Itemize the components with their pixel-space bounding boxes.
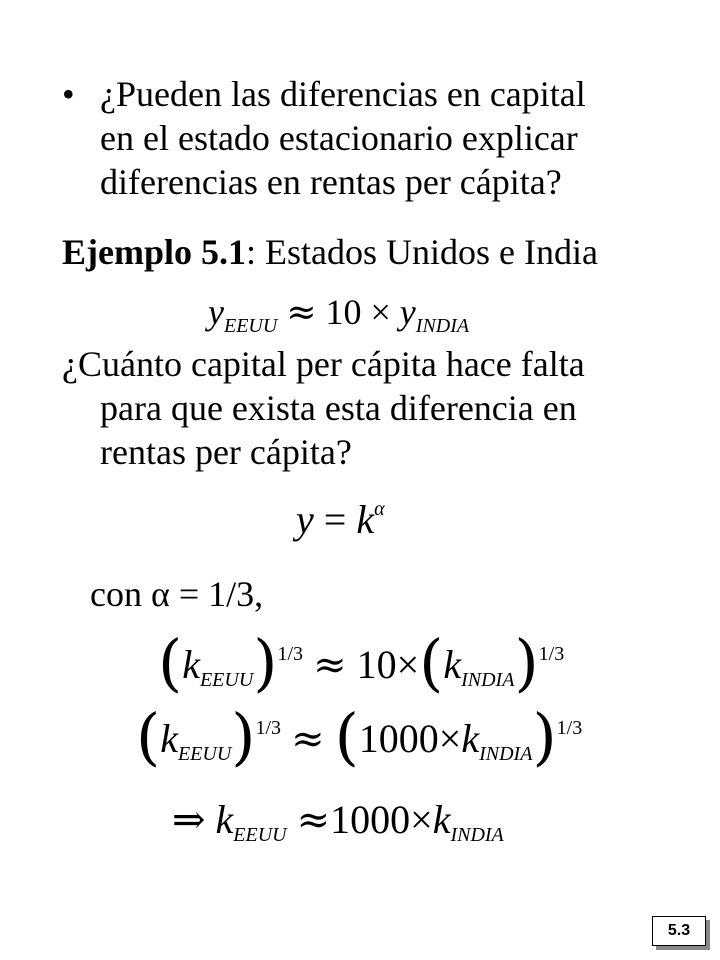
- equation-capital-conclusion: [172, 796, 504, 847]
- eq1-y-var-2: y: [399, 292, 416, 332]
- eq3-k2: k: [443, 642, 462, 687]
- eq4-approx: ≈: [291, 716, 325, 762]
- alpha-condition: [90, 572, 263, 616]
- eq1-approx: ≈: [286, 292, 317, 333]
- eq4-times: ×: [438, 716, 462, 761]
- eq4-exp1: 1/3: [255, 717, 282, 739]
- condition-alpha: α: [150, 574, 170, 614]
- eq5-approx: ≈: [296, 797, 331, 843]
- eq5-sub-eeuu: EEUU: [233, 824, 287, 846]
- eq1-sub-eeuu: EEUU: [223, 315, 278, 337]
- eq3-approx: ≈: [313, 642, 347, 688]
- question-line-1: ¿Cuánto capital per cápita hace falta: [62, 344, 585, 384]
- eq2-equals: =: [323, 497, 347, 542]
- eq5-sub-india: INDIA: [450, 824, 504, 846]
- eq5-factor: 1000: [330, 797, 411, 842]
- eq1-sub-india: INDIA: [415, 315, 470, 337]
- eq5-times: ×: [410, 797, 433, 842]
- eq3-exp2: 1/3: [538, 643, 565, 665]
- eq4-exp2: 1/3: [556, 717, 583, 739]
- equation-income-ratio: [208, 290, 469, 348]
- example-label: Ejemplo 5.1: [62, 232, 246, 272]
- example-heading: [62, 230, 598, 274]
- eq3-sub-eeuu: EEUU: [199, 669, 254, 691]
- eq4-sub-india: INDIA: [479, 743, 533, 765]
- eq5-k2: k: [432, 797, 451, 842]
- eq3-k1: k: [182, 642, 200, 687]
- bullet-line-1: ¿Pueden las diferencias en capital: [100, 74, 586, 114]
- eq4-k2: k: [461, 716, 480, 761]
- eq3-sub-india: INDIA: [461, 669, 515, 691]
- eq1-times: ×: [370, 292, 391, 332]
- condition-prefix: con: [90, 574, 142, 614]
- eq3-times: ×: [396, 642, 420, 687]
- equation-capital-ratio-2: $(k_{EEUU})^{1/3} \approx (1000\times k_{INDIA})^{1/3}$: [136, 700, 583, 773]
- eq4-sub-eeuu: EEUU: [177, 743, 232, 765]
- eq1-y-var: y: [208, 292, 224, 332]
- question-line-2: para que exista esta diferencia en: [100, 388, 577, 428]
- eq4-k1: k: [160, 716, 178, 761]
- eq1-factor: 10: [325, 292, 362, 332]
- equation-production-function: [296, 496, 385, 543]
- implies-arrow-icon: ⇒: [172, 797, 206, 843]
- question-line-3: rentas per cápita?: [100, 432, 352, 472]
- eq3-exp1: 1/3: [277, 643, 304, 665]
- condition-value: = 1/3,: [178, 574, 264, 614]
- bullet-line-3: diferencias en rentas per cápita?: [100, 162, 562, 202]
- page-number: 5.3: [652, 916, 706, 946]
- bullet-icon: •: [62, 74, 75, 114]
- eq2-k: k: [356, 497, 375, 542]
- eq3-factor: 10: [356, 642, 397, 687]
- eq2-alpha: α: [374, 498, 385, 520]
- eq2-y: y: [296, 497, 314, 542]
- example-title: : Estados Unidos e India: [246, 232, 598, 272]
- eq5-k1: k: [215, 797, 234, 842]
- page-number-badge: [652, 916, 710, 950]
- equation-capital-ratio-1: $(k_{EEUU})^{1/3} \approx 10\times(k_{INDIA})^{1/3}$: [158, 626, 565, 699]
- bullet-line-2: en el estado estacionario explicar: [100, 118, 578, 158]
- eq4-factor: 1000: [358, 716, 439, 761]
